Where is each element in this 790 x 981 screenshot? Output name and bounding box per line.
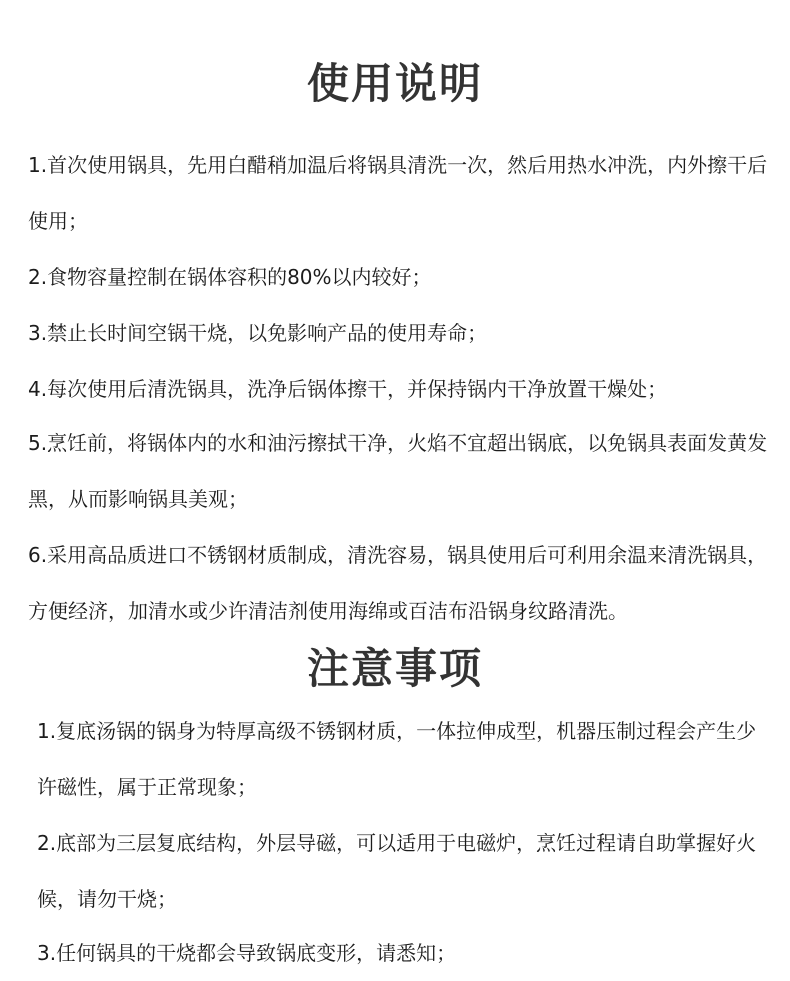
usage-title: 使用说明 [306, 59, 483, 108]
notes-title: 注意事项 [306, 644, 483, 693]
notes-item-2: 2.底部为三层复底结构，外层导磁，可以适用于电磁炉，烹饪过程请自助掌握好火候，请勿干烧； [37, 831, 757, 911]
notes-item-3: 3.任何锅具的干烧都会导致锅底变形，请悉知； [37, 941, 457, 965]
usage-item-1: 1.首次使用锅具，先用白醋稍加温后将锅具清洗一次，然后用热水冲洗，内外擦干后使用； [28, 153, 768, 233]
usage-item-2: 2.食物容量控制在锅体容积的80%以内较好； [28, 265, 432, 289]
usage-item-6: 6.采用高品质进口不锈钢材质制成，清洗容易，锅具使用后可利用余温来清洗锅具，方便经济，加清水或少许清洁剂使用海绵或百洁布沿锅身纹路清洗。 [28, 543, 768, 623]
usage-item-5: 5.烹饪前，将锅体内的水和油污擦拭干净，火焰不宜超出锅底，以免锅具表面发黄发黑，从而影响锅具美观； [28, 431, 768, 511]
usage-item-4: 4.每次使用后清洗锅具，洗净后锅体擦干，并保持锅内干净放置干燥处； [28, 377, 668, 401]
usage-item-3: 3.禁止长时间空锅干烧，以免影响产品的使用寿命； [28, 321, 488, 345]
notes-item-1: 1.复底汤锅的锅身为特厚高级不锈钢材质，一体拉伸成型，机器压制过程会产生少许磁性，属于正常现象； [37, 719, 757, 799]
